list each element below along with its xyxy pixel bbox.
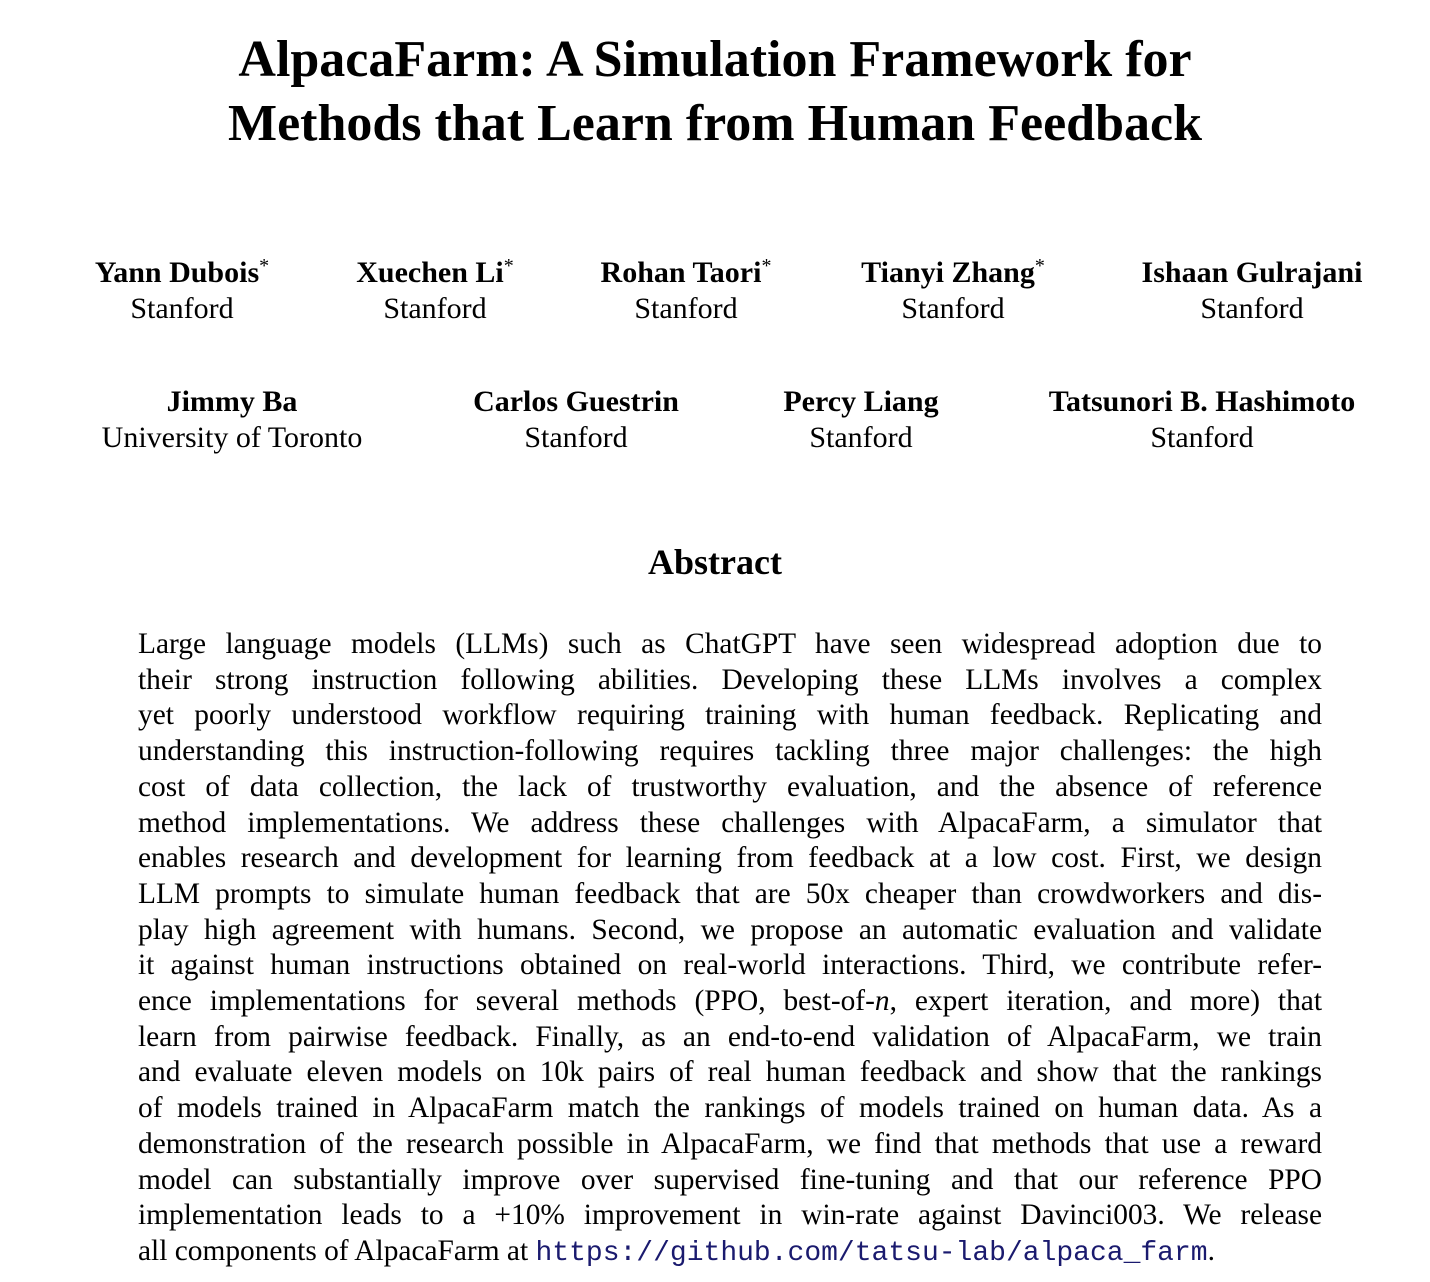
abstract-heading: Abstract (648, 542, 782, 582)
paper-title (0, 28, 1430, 156)
author-block (82, 377, 382, 456)
abstract-line: all components of AlpacaFarm at https://github.com/tatsu-lab/alpaca_farm. (138, 1234, 1215, 1269)
author-affiliation: Stanford (634, 292, 738, 325)
abstract-line: it against human instructions obtained on real-world interactions. Third, we contribute refer- (138, 949, 1322, 982)
author-block (340, 248, 530, 327)
author-affiliation: Stanford (901, 292, 1005, 325)
abstract-line: method implementations. We address these challenges with AlpacaFarm, a simulator that (138, 806, 1322, 839)
author-block (82, 248, 282, 327)
author-block (1026, 377, 1378, 456)
author-block (766, 377, 956, 456)
abstract-line: learn from pairwise feedback. Finally, as an end-to-end validation of AlpacaFarm, we train (138, 1020, 1322, 1053)
abstract-line: understanding this instruction-following requires tackling three major challenges: the high (138, 735, 1322, 768)
author-block (586, 248, 786, 327)
author-name: Jimmy Ba (166, 385, 298, 418)
author-name: Carlos Guestrin (473, 385, 679, 418)
author-name: Tatsunori B. Hashimoto (1048, 385, 1356, 418)
author-name: Yann Dubois* (94, 255, 270, 289)
author-block (1124, 248, 1380, 327)
abstract-line: yet poorly understood workflow requiring training with human feedback. Replicating and (138, 699, 1322, 732)
abstract-line: Large language models (LLMs) such as ChatGPT have seen widespread adoption due to (138, 628, 1322, 660)
author-name: Tianyi Zhang* (861, 255, 1045, 289)
author-affiliation: Stanford (130, 292, 234, 325)
abstract-line: ence implementations for several methods (PPO, best-of-n, expert iteration, and more) that (138, 985, 1323, 1018)
abstract-body (138, 627, 1322, 1272)
abstract-line: their strong instruction following abilities. Developing these LLMs involves a complex (138, 663, 1322, 696)
author-affiliation: Stanford (809, 421, 913, 454)
title-line-1: AlpacaFarm: A Simulation Framework for (238, 31, 1192, 88)
author-name: Xuechen Li* (356, 255, 514, 289)
author-name: Ishaan Gulrajani (1141, 256, 1363, 289)
author-affiliation: University of Toronto (101, 421, 363, 454)
abstract-line: play high agreement with humans. Second, we propose an automatic evaluation and validate (138, 913, 1322, 946)
abstract-line: of models trained in AlpacaFarm match the rankings of models trained on human data. As a (138, 1092, 1322, 1125)
author-name: Rohan Taori* (600, 255, 772, 289)
author-affiliation: Stanford (1200, 292, 1304, 325)
author-affiliation: Stanford (383, 292, 487, 325)
math-variable: n (874, 985, 890, 1018)
abstract-line: LLM prompts to simulate human feedback that are 50x cheaper than crowdworkers and dis- (138, 877, 1322, 910)
abstract-line: enables research and development for learning from feedback at a low cost. First, we design (138, 842, 1322, 875)
author-affiliation: Stanford (1150, 421, 1254, 454)
abstract-line: model can substantially improve over supervised fine-tuning and that our reference PPO (138, 1163, 1322, 1196)
abstract-line: and evaluate eleven models on 10k pairs of real human feedback and show that the rankings (138, 1056, 1322, 1089)
author-block (848, 248, 1058, 327)
author-block (456, 377, 696, 456)
title-line-2: Methods that Learn from Human Feedback (227, 95, 1202, 152)
author-name: Percy Liang (783, 385, 939, 418)
author-affiliation: Stanford (524, 421, 628, 454)
abstract-line: implementation leads to a +10% improvement in win-rate against Davinci003. We release (138, 1199, 1322, 1232)
github-link[interactable]: https://github.com/tatsu-lab/alpaca_farm (535, 1237, 1208, 1269)
abstract-line: demonstration of the research possible in AlpacaFarm, we find that methods that use a reward (138, 1127, 1322, 1160)
abstract-line: cost of data collection, the lack of trustworthy evaluation, and the absence of reference (138, 770, 1322, 803)
